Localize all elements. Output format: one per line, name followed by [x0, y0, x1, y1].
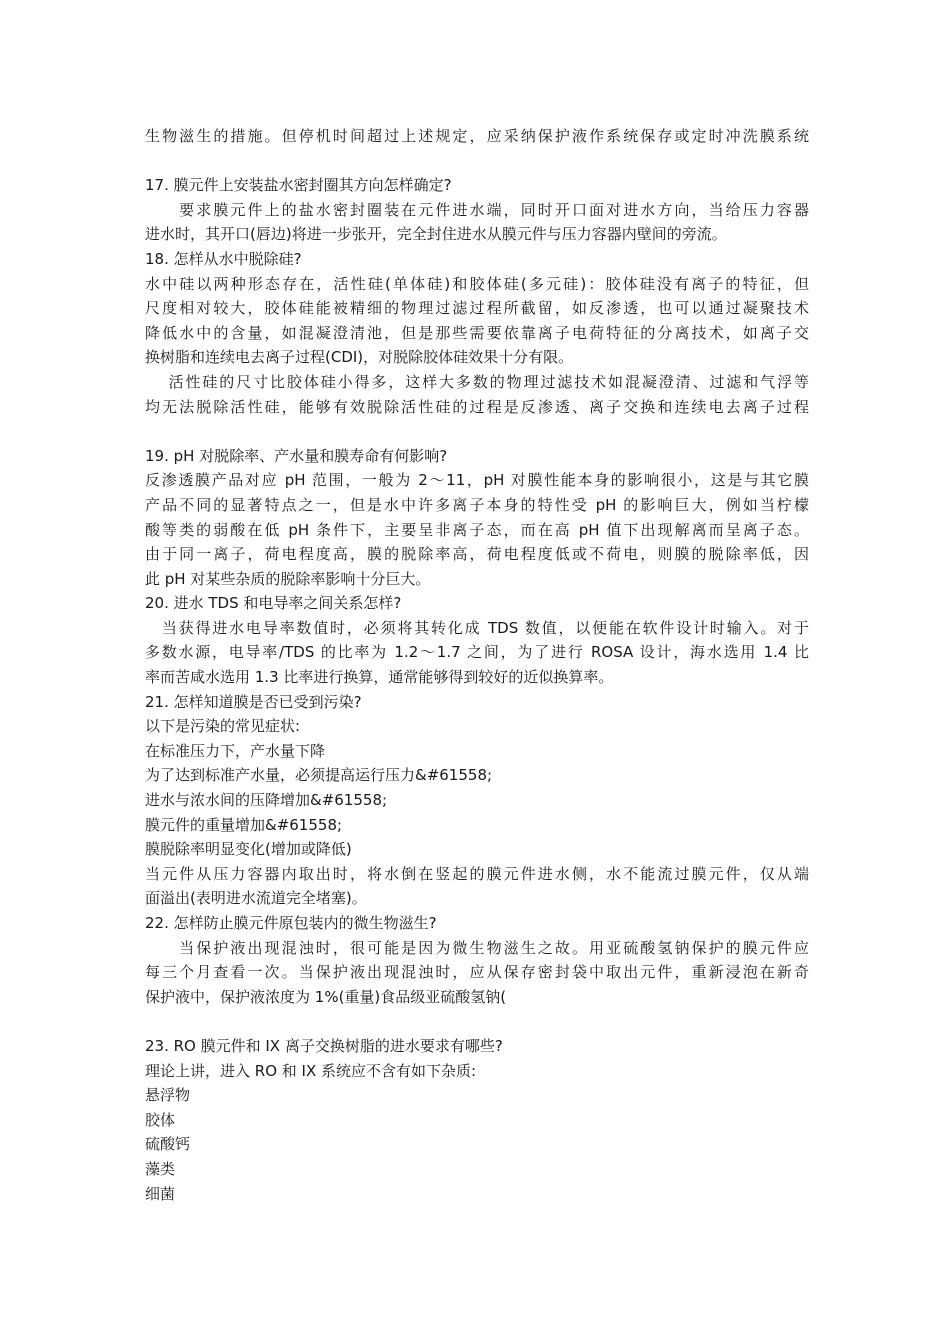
- list-item: 进水与浓水间的压降增加&#61558;: [145, 791, 388, 810]
- blank-line: [145, 149, 809, 174]
- list-item: 膜元件的重量增加&#61558;: [145, 815, 343, 834]
- question-heading-17: 17. 膜元件上安装盐水密封圈其方向怎样确定?: [145, 176, 452, 195]
- text-line: 尺度相对较大，胶体硅能被精细的物理过滤过程所截留，如反渗透，也可以通过凝聚技术: [145, 299, 809, 318]
- text-line: 进水时，其开口(唇边)将进一步张开，完全封住进水从膜元件与压力容器内壁间的旁流。: [145, 225, 727, 244]
- text-line: 理论上讲，进入 RO 和 IX 系统应不含有如下杂质:: [145, 1061, 477, 1080]
- text-line: 率而苦咸水选用 1.3 比率进行换算，通常能够得到较好的近似换算率。: [145, 668, 614, 687]
- question-heading-18: 18. 怎样从水中脱除硅?: [145, 249, 302, 268]
- text-line: 保护液中，保护液浓度为 1%(重量)食品级亚硫酸氢钠(: [145, 987, 507, 1006]
- text-line: 反渗透膜产品对应 pH 范围，一般为 2～11，pH 对膜性能本身的影响很小，这是与其它膜: [145, 471, 809, 490]
- text-line: 面溢出(表明进水流道完全堵塞)。: [145, 889, 367, 908]
- text-line: 水中硅以两种形态存在，活性硅(单体硅)和胶体硅(多元硅)：胶体硅没有离子的特征，但: [145, 274, 809, 293]
- text-line: 每三个月查看一次。当保护液出现混浊时，应从保存密封袋中取出元件，重新浸泡在新奇: [145, 963, 809, 982]
- list-item: 硫酸钙: [145, 1135, 191, 1154]
- question-heading-23: 23. RO 膜元件和 IX 离子交换树脂的进水要求有哪些?: [145, 1036, 503, 1055]
- list-item: 膜脱除率明显变化(增加或降低): [145, 840, 352, 859]
- text-line: 以下是污染的常见症状:: [145, 717, 301, 736]
- question-heading-20: 20. 进水 TDS 和电导率之间关系怎样?: [145, 594, 402, 613]
- question-heading-19: 19. pH 对脱除率、产水量和膜寿命有何影响?: [145, 446, 448, 465]
- question-heading-22: 22. 怎样防止膜元件原包装内的微生物滋生?: [145, 914, 437, 932]
- text-line: 均无法脱除活性硅，能够有效脱除活性硅的过程是反渗透、离子交换和连续电去离子过程: [145, 397, 809, 416]
- text-line: 产品不同的显著特点之一，但是水中许多离子本身的特性受 pH 的影响巨大，例如当柠檬: [145, 495, 809, 514]
- text-line: 生物滋生的措施。但停机时间超过上述规定，应采纳保护液作系统保存或定时冲洗膜系统: [145, 127, 809, 145]
- blank-line: [145, 1009, 809, 1034]
- question-heading-21: 21. 怎样知道膜是否已受到污染?: [145, 692, 362, 711]
- blank-line: [145, 419, 809, 444]
- text-line: 降低水中的含量，如混凝澄清池，但是那些需要依靠离子电荷特征的分离技术，如离子交: [145, 323, 809, 342]
- document-page: [145, 124, 809, 1206]
- text-line: 活性硅的尺寸比胶体硅小得多，这样大多数的物理过滤技术如混凝澄清、过滤和气浮等: [145, 372, 809, 391]
- text-line: 当保护液出现混浊时，很可能是因为微生物滋生之故。用亚硫酸氢钠保护的膜元件应: [145, 938, 809, 957]
- list-item: 悬浮物: [145, 1086, 191, 1105]
- text-line: 酸等类的弱酸在低 pH 条件下，主要呈非离子态，而在高 pH 值下出现解离而呈离子态。: [145, 520, 809, 539]
- list-item: 胶体: [145, 1110, 176, 1129]
- text-line: 当获得进水电导率数值时，必须将其转化成 TDS 数值，以便能在软件设计时输入。对于: [145, 618, 809, 637]
- list-item: 细菌: [145, 1184, 176, 1203]
- text-line: 由于同一离子，荷电程度高，膜的脱除率高，荷电程度低或不荷电，则膜的脱除率低，因: [145, 545, 809, 564]
- text-line: 此 pH 对某些杂质的脱除率影响十分巨大。: [145, 569, 431, 588]
- list-item: 为了达到标准产水量，必须提高运行压力&#61558;: [145, 766, 493, 785]
- text-line: 当元件从压力容器内取出时，将水倒在竖起的膜元件进水侧，水不能流过膜元件，仅从端: [145, 864, 809, 883]
- list-item: 藻类: [145, 1159, 176, 1178]
- text-line: 多数水源，电导率/TDS 的比率为 1.2～1.7 之间，为了进行 ROSA 设计，海水选用 1.4 比: [145, 643, 809, 662]
- text-line: 换树脂和连续电去离子过程(CDI)，对脱除胶体硅效果十分有限。: [145, 348, 574, 367]
- list-item: 在标准压力下，产水量下降: [145, 741, 326, 760]
- text-line: 要求膜元件上的盐水密封圈装在元件进水端，同时开口面对进水方向，当给压力容器: [145, 200, 809, 219]
